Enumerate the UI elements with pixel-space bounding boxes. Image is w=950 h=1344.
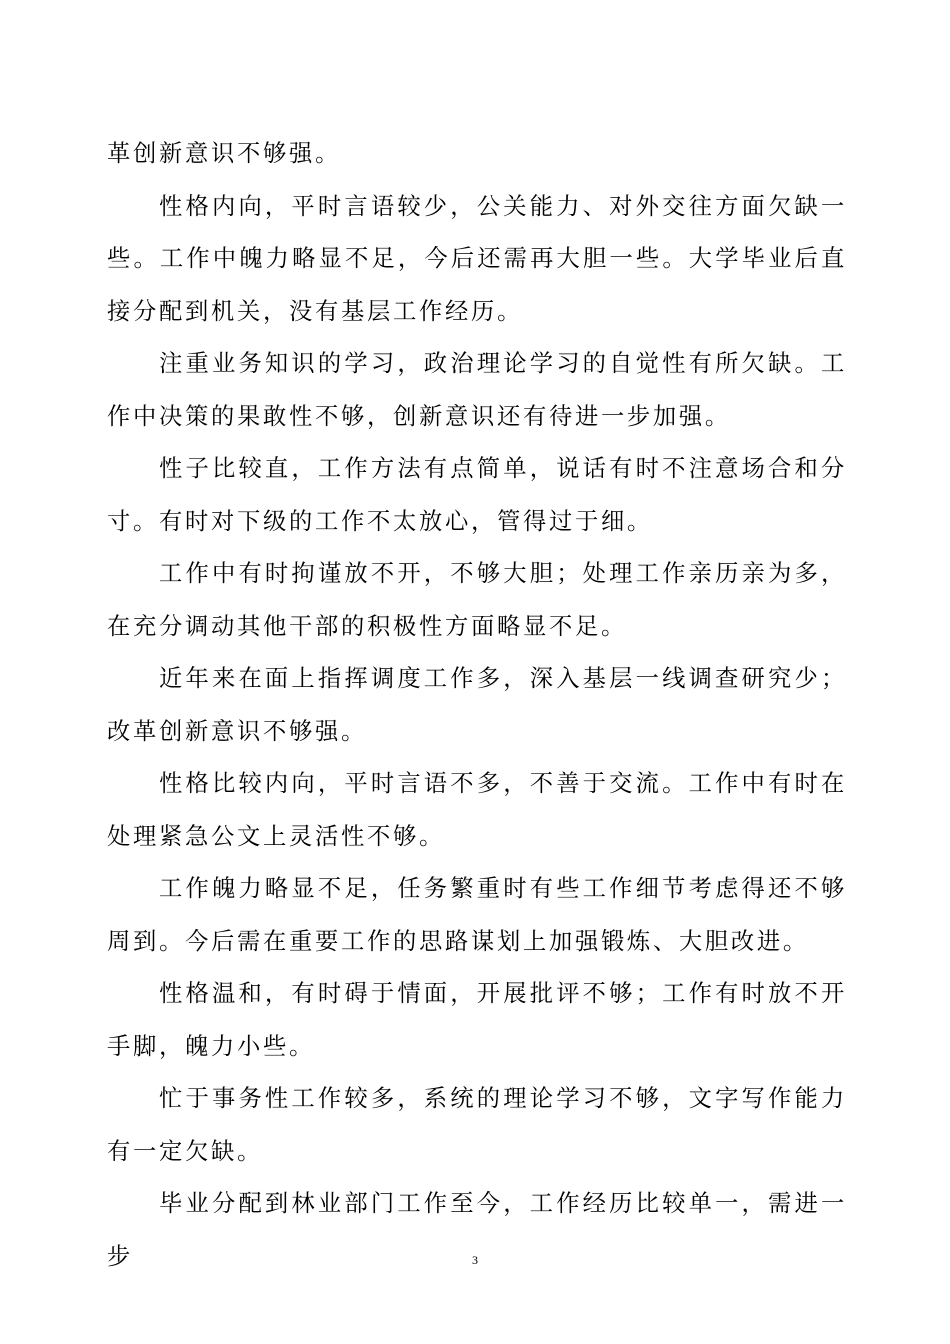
document-body	[107, 128, 847, 1283]
paragraph: 性子比较直，工作方法有点简单，说话有时不注意场合和分寸。有时对下级的工作不太放心，管得过于细。	[107, 455, 847, 535]
paragraph: 性格比较内向，平时言语不多，不善于交流。工作中有时在处理紧急公文上灵活性不够。	[107, 770, 847, 850]
paragraph: 注重业务知识的学习，政治理论学习的自觉性有所欠缺。工作中决策的果敢性不够，创新意识还有待进一步加强。	[107, 350, 847, 430]
paragraph: 性格内向，平时言语较少，公关能力、对外交往方面欠缺一些。工作中魄力略显不足，今后还需再大胆一些。大学毕业后直接分配到机关，没有基层工作经历。	[107, 192, 847, 325]
paragraph: 性格温和，有时碍于情面，开展批评不够；工作有时放不开手脚，魄力小些。	[107, 980, 847, 1060]
paragraph: 工作中有时拘谨放不开，不够大胆；处理工作亲历亲为多，在充分调动其他干部的积极性方面略显不足。	[107, 560, 847, 640]
paragraph: 忙于事务性工作较多，系统的理论学习不够，文字写作能力有一定欠缺。	[107, 1085, 847, 1165]
paragraph: 毕业分配到林业部门工作至今，工作经历比较单一，需进一步	[107, 1190, 847, 1270]
paragraph-continuation: 革创新意识不够强。	[107, 140, 341, 167]
paragraph: 近年来在面上指挥调度工作多，深入基层一线调查研究少；改革创新意识不够强。	[107, 665, 847, 745]
page-number: 3	[472, 1253, 478, 1267]
paragraph: 工作魄力略显不足，任务繁重时有些工作细节考虑得还不够周到。今后需在重要工作的思路谋划上加强锻炼、大胆改进。	[107, 875, 847, 955]
